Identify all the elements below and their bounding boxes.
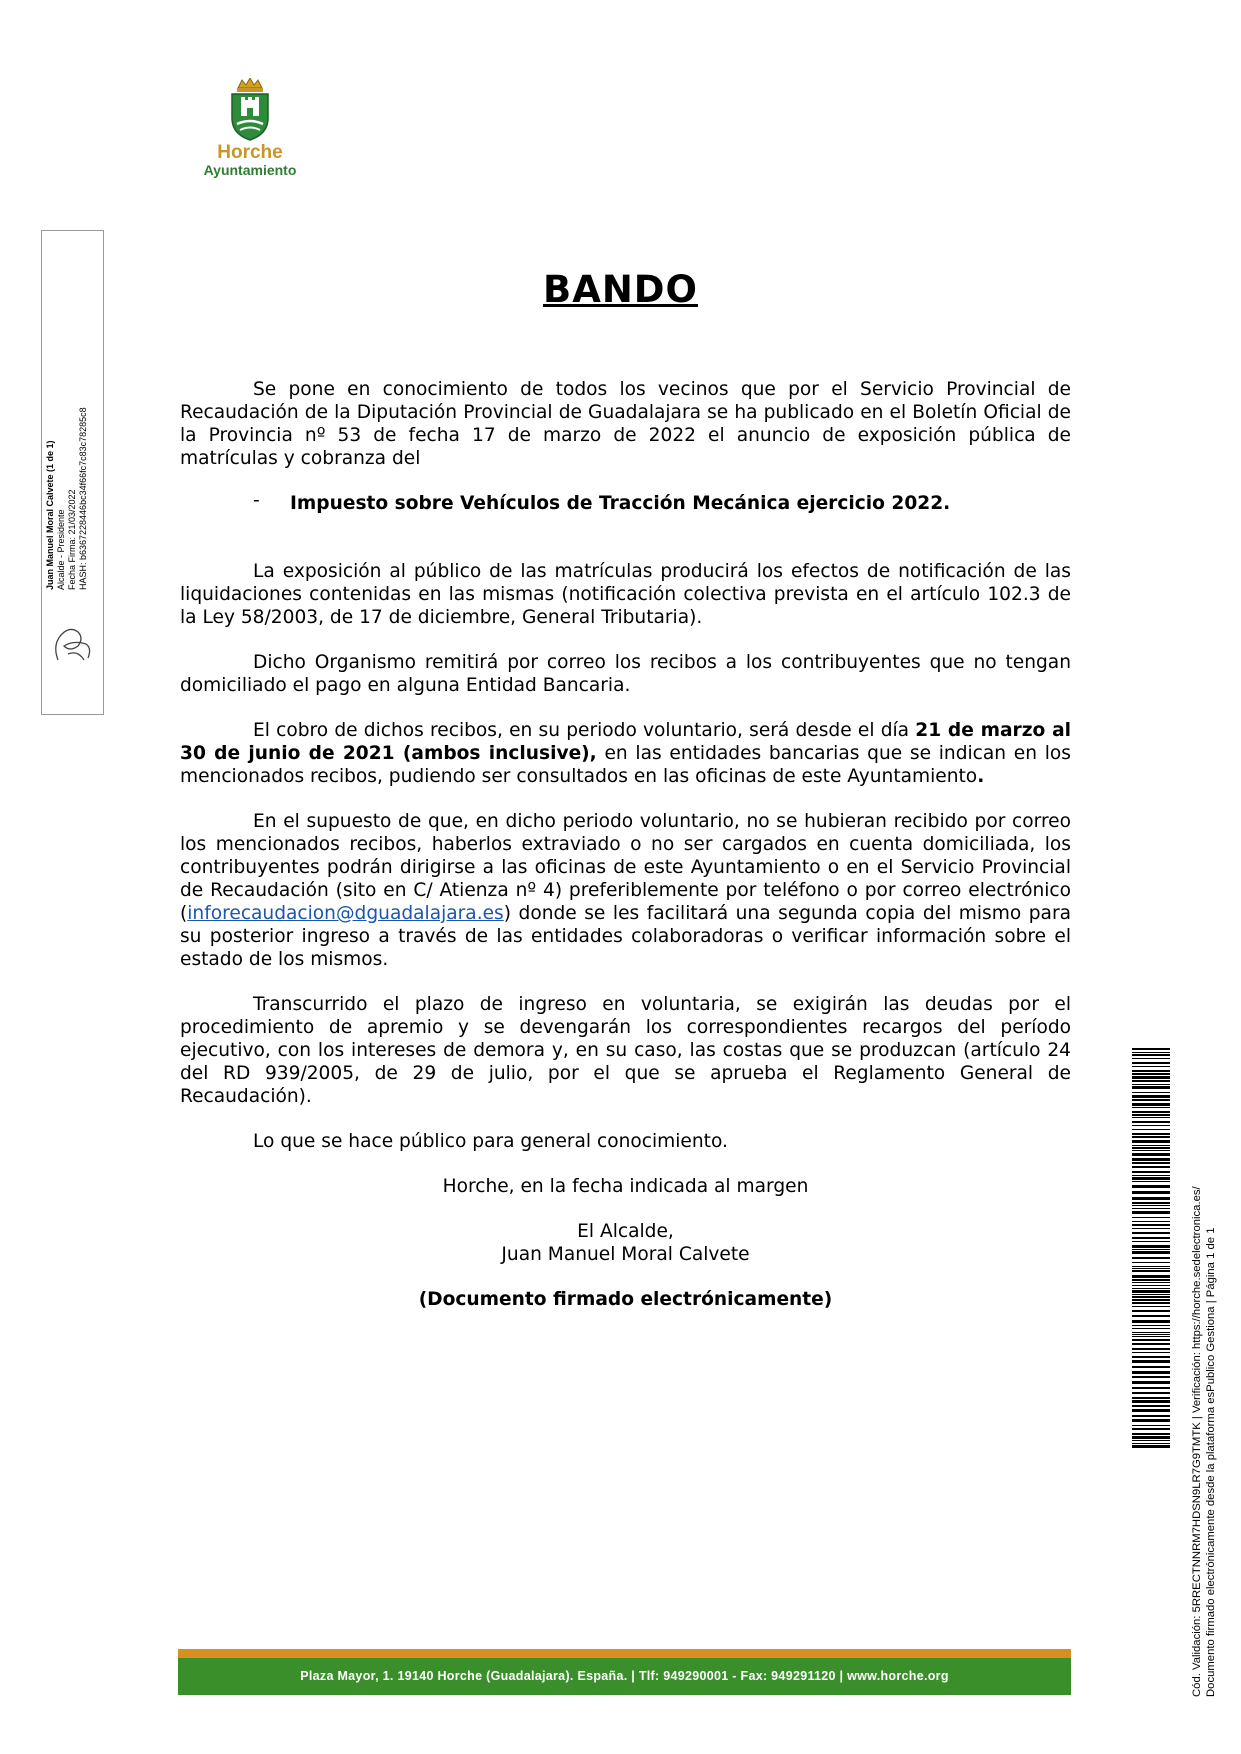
paragraph-7: Lo que se hace público para general conocimiento. <box>253 1131 728 1152</box>
municipality-logo <box>190 78 310 190</box>
signature-date: Fecha Firma: 21/03/2022 <box>67 489 77 590</box>
signer-name: Juan Manuel Moral Calvete (1 de 1) <box>45 440 55 590</box>
signature-hash: HASH: b6367228446bc34f66fc7c83c78285c8 <box>78 407 88 590</box>
bullet-text: Impuesto sobre Vehículos de Tracción Mecánica ejercicio 2022. <box>290 493 951 514</box>
bullet-item <box>180 492 1071 515</box>
footer-stripe <box>178 1649 1071 1658</box>
email-link[interactable]: inforecaudacion@dguadalajara.es <box>187 903 504 924</box>
paragraph-1: Se pone en conocimiento de todos los vecinos que por el Servicio Provincial de Recaudación de la Diputación Provincial de Guadalajara se ha publicado en el Boletín Oficial de la Provincia nº 53 de fecha 17 de marzo de 2022 el anuncio de exposición pública de matrículas y cobranza del <box>180 379 1071 469</box>
p4-text-b: en las entidades bancarias que se indican en los mencionados recibos, pudiendo ser consultados en las oficinas de este Ayuntamiento <box>180 743 1071 787</box>
paragraph-4 <box>180 719 1071 788</box>
p5-text-b: ) donde se les facilitará una segunda copia del mismo para su posterior ingreso a través de las entidades colaboradoras o verificar información sobre el estado de los mismos. <box>180 903 1071 970</box>
coat-of-arms-icon <box>228 78 272 142</box>
footer-banner <box>178 1649 1071 1695</box>
place-date: Horche, en la fecha indicada al margen <box>442 1176 809 1197</box>
barcode-icon <box>1132 1048 1170 1448</box>
validation-line-1: Cód. Validación: 5RRECTNNRM7HDSN9LR7G9TMTK | Verificación: https://horche.sedelectronica.es/ <box>1191 1186 1203 1697</box>
paragraph-2: La exposición al público de las matrículas producirá los efectos de notificación de las liquidaciones contenidas en las mismas (notificación colectiva prevista en el artículo 102.3 de la Ley 58/2003, de 17 de diciembre, General Tributaria). <box>180 561 1071 628</box>
bullet-dash: - <box>253 490 260 511</box>
p4-dates: 21 de marzo al 30 de junio de 2021 (ambos inclusive), <box>180 720 1072 764</box>
signer-fullname: Juan Manuel Moral Calvete <box>501 1244 750 1265</box>
p4-text-a: El cobro de dichos recibos, en su periodo voluntario, será desde el día <box>253 720 916 741</box>
handwritten-signature-icon <box>48 620 98 668</box>
p4-end: . <box>977 766 985 787</box>
logo-name: Horche <box>217 142 283 163</box>
validation-line-2: Documento firmado electrónicamente desde la plataforma esPublico Gestiona | Página 1 de 1 <box>1205 1227 1217 1697</box>
paragraph-6: Transcurrido el plazo de ingreso en voluntaria, se exigirán las deudas por el procedimiento de apremio y se devengarán los correspondientes recargos del período ejecutivo, con los intereses de demora y, en su caso, las costas que se produzcan (artículo 24 del RD 939/2005, de 29 de julio, por el que se aprueba el Reglamento General de Recaudación). <box>180 994 1071 1107</box>
document-body <box>180 378 1071 1311</box>
signature-info <box>45 380 100 590</box>
paragraph-5 <box>180 810 1071 971</box>
logo-subtitle: Ayuntamiento <box>203 162 297 178</box>
p5-text-a: En el supuesto de que, en dicho periodo voluntario, no se hubieran recibido por correo los mencionados recibos, haberlos extraviado o no ser cargados en cuenta domiciliada, los contribuyentes podrán dirigirse a las oficinas de este Ayuntamiento o en el Servicio Provincial de Recaudación (sito en C/ Atienza nº 4) preferiblemente por teléfono o por correo electrónico ( <box>180 811 1071 924</box>
document-title: BANDO <box>543 268 698 311</box>
paragraph-3: Dicho Organismo remitirá por correo los recibos a los contribuyentes que no tengan domiciliado el pago en alguna Entidad Bancaria. <box>180 652 1071 696</box>
validation-text <box>1190 1077 1222 1697</box>
signer-title: El Alcalde, <box>577 1221 674 1242</box>
signed-note: (Documento firmado electrónicamente) <box>418 1289 833 1310</box>
footer-address: Plaza Mayor, 1. 19140 Horche (Guadalajara). España. | Tlf: 949290001 - Fax: 949291120 | www.horche.org <box>178 1658 1071 1695</box>
signer-role: Alcalde - Presidente <box>56 509 66 590</box>
